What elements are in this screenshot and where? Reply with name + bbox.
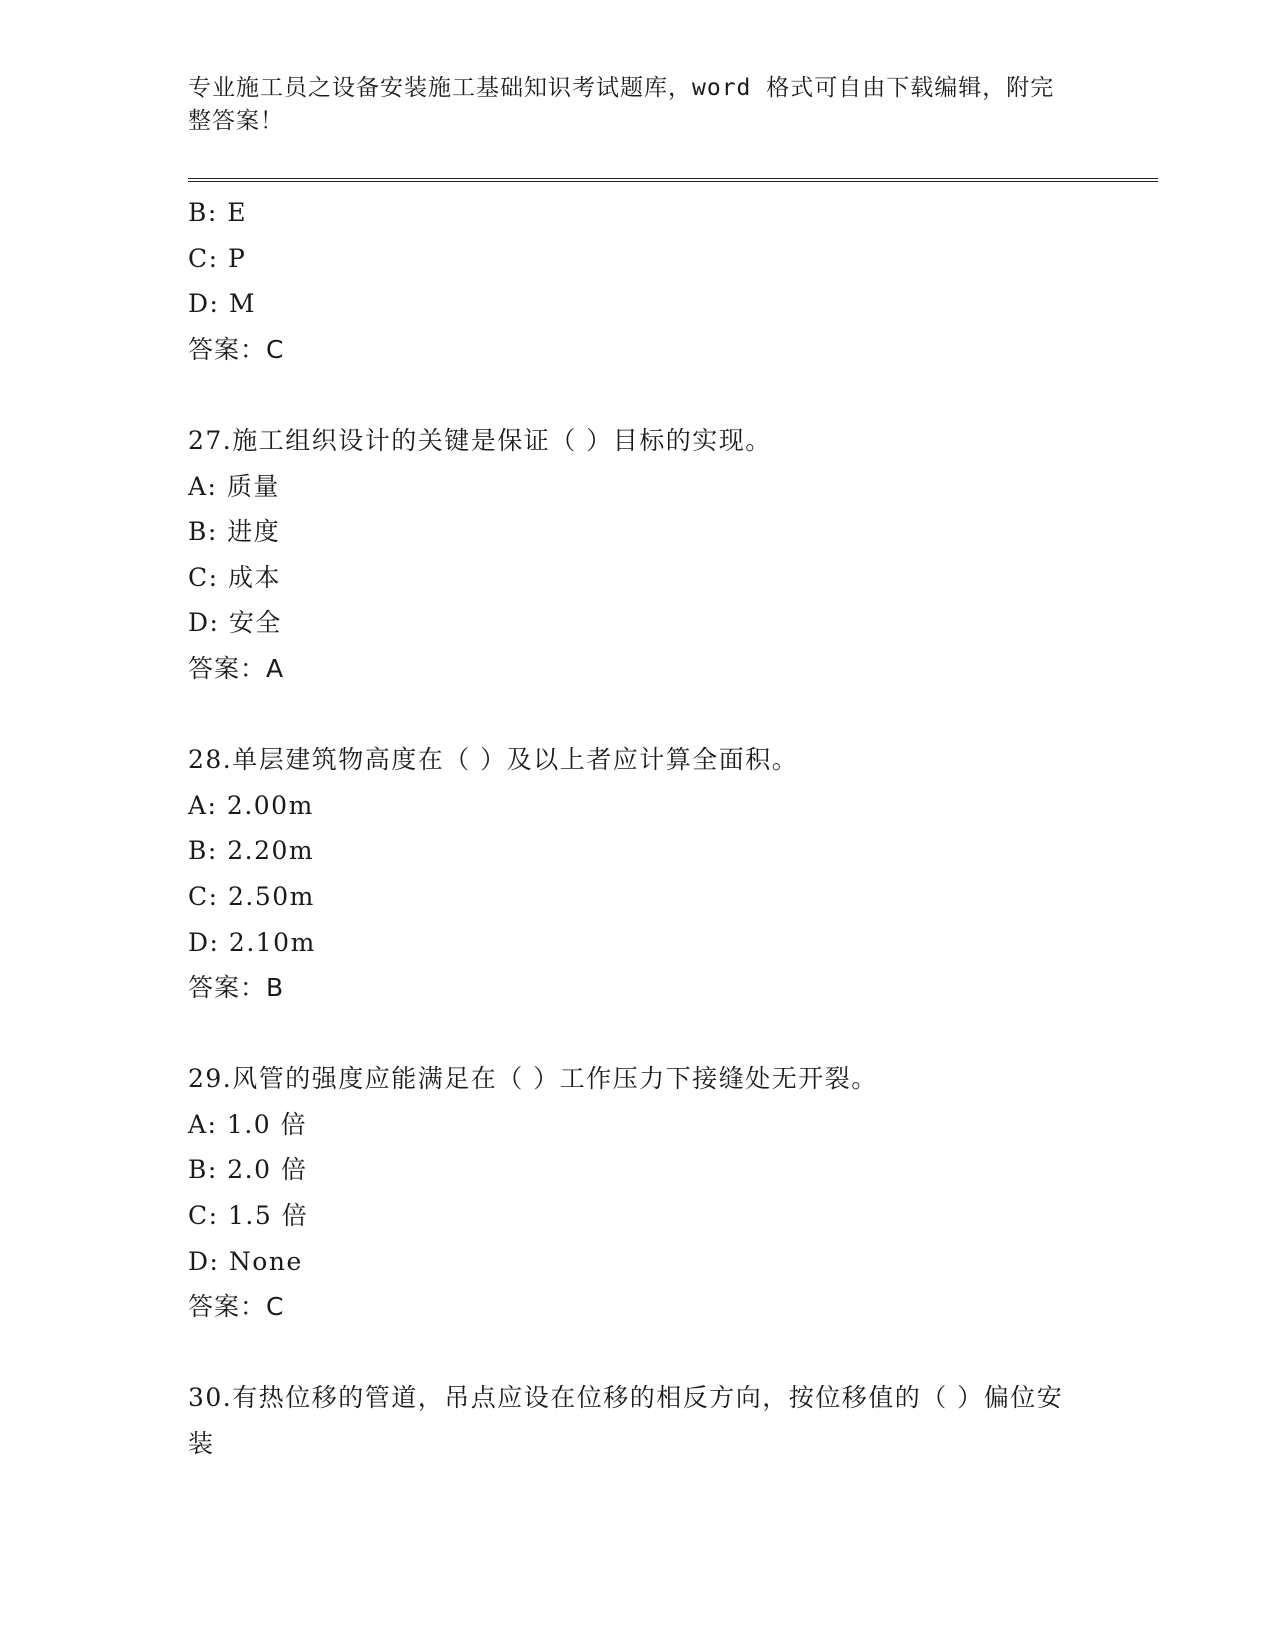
question-content <box>188 190 1148 1467</box>
answer-line: 答案：B <box>188 973 285 1003</box>
header-divider <box>188 178 1158 182</box>
option-b: B: 2.0 倍 <box>188 1155 308 1185</box>
option-d: D: None <box>188 1246 303 1276</box>
question-text: 30.有热位移的管道，吊点应设在位移的相反方向，按位移值的（ ）偏位安装 <box>188 1383 1064 1459</box>
option-b: B: E <box>188 198 247 227</box>
answer-line: 答案：C <box>188 1292 285 1322</box>
option-c: C: 1.5 倍 <box>188 1201 309 1231</box>
option-a: A: 1.0 倍 <box>188 1109 308 1139</box>
option-c: C: 成本 <box>188 562 281 592</box>
answer-line: 答案：A <box>188 653 285 683</box>
option-a: A: 2.00m <box>188 790 314 820</box>
question-text: 27.施工组织设计的关键是保证（ ）目标的实现。 <box>188 425 772 455</box>
option-b: B: 进度 <box>188 517 281 547</box>
spacer <box>188 692 1148 738</box>
question-text: 29.风管的强度应能满足在（ ）工作压力下接缝处无开裂。 <box>188 1064 878 1094</box>
option-d: D: 安全 <box>188 608 282 638</box>
spacer <box>188 372 1148 418</box>
question-text: 28.单层建筑物高度在（ ）及以上者应计算全面积。 <box>188 745 799 775</box>
option-a: A: 质量 <box>188 471 280 501</box>
spacer <box>188 1011 1148 1057</box>
answer-line: 答案：C <box>188 334 285 364</box>
option-c: C: P <box>188 243 247 273</box>
document-header: 专业施工员之设备安装施工基础知识考试题库，word 格式可自由下载编辑，附完整答案！ <box>188 75 1055 134</box>
option-d: D: M <box>188 289 257 319</box>
spacer <box>188 1330 1148 1376</box>
option-d: D: 2.10m <box>188 927 316 957</box>
option-c: C: 2.50m <box>188 881 315 911</box>
option-b: B: 2.20m <box>188 836 315 866</box>
